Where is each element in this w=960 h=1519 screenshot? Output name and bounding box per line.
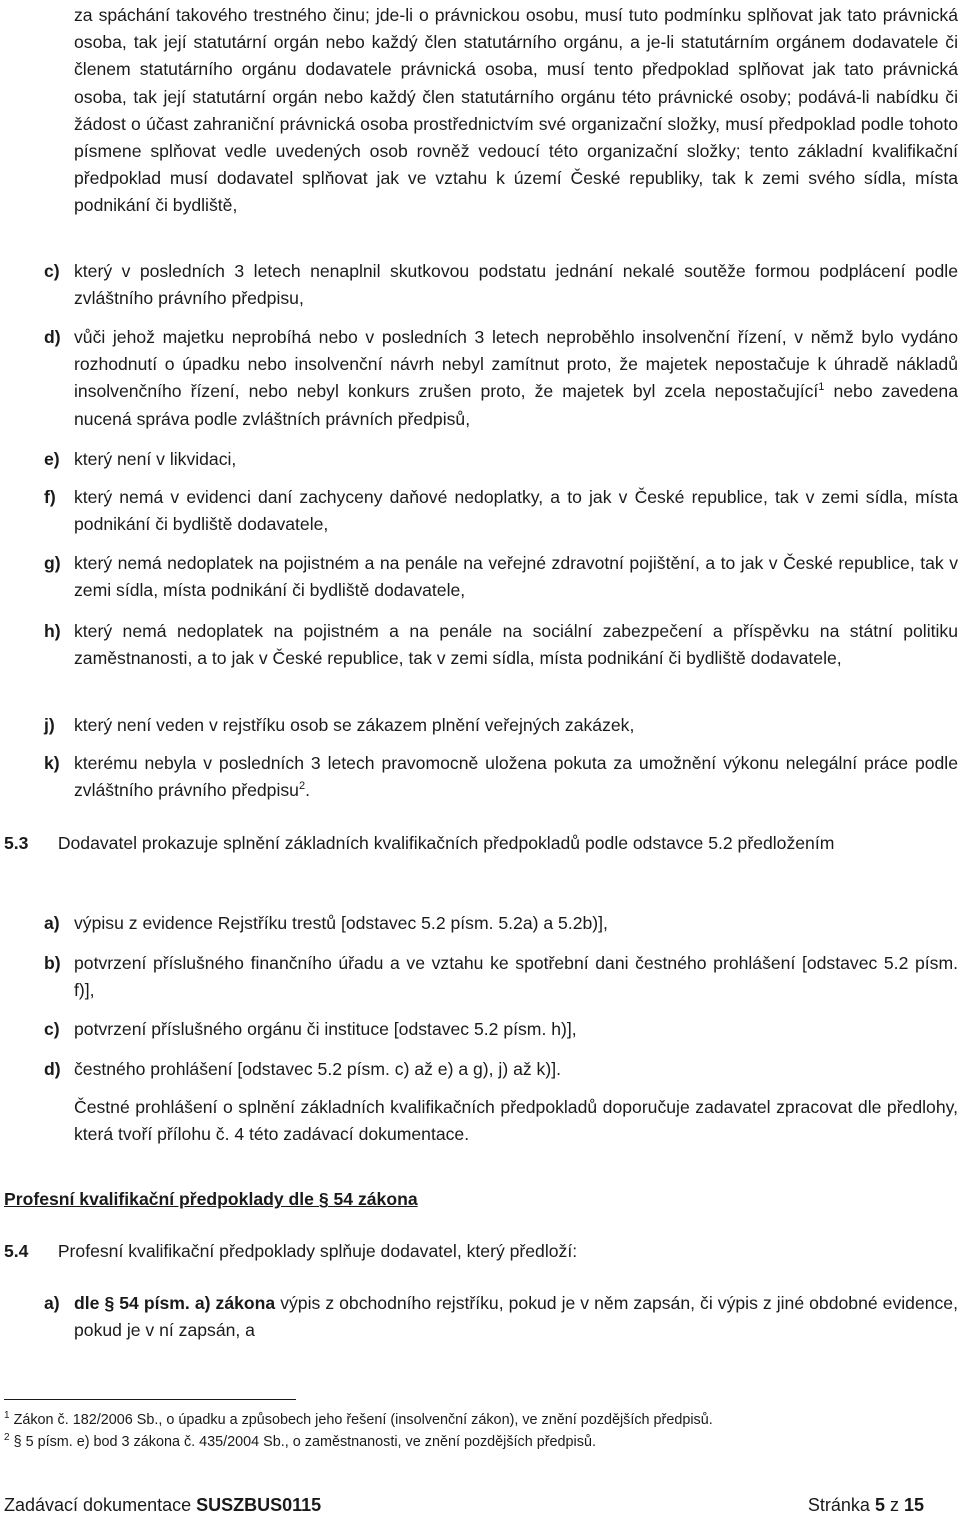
list-marker: c) — [44, 261, 60, 281]
footnote: $^1$ Zákon č. 182/2006 Sb., o úpadku a způsobech jeho řešení (insolvenční zákon), ve znění pozdějších předpisů. — [4, 1410, 713, 1428]
footer-document-title: Zadávací dokumentace SUSZBUS0115 — [4, 1495, 322, 1515]
list-item-text: čestného prohlášení [odstavec 5.2 písm. c) až e) a g), j) až k)]. — [74, 1059, 561, 1079]
list-item-text: dle § 54 písm. a) zákona výpis z obchodního rejstříku, pokud je v něm zapsán, či výpis z jiné obdobné evidence, pokud je v ní zapsán, a — [74, 1293, 958, 1341]
list-marker: f) — [44, 487, 56, 507]
list-marker: k) — [44, 753, 60, 773]
section-number: 5.3 — [4, 833, 29, 853]
list-item-text: výpisu z evidence Rejstříku trestů [odstavec 5.2 písm. 5.2a) a 5.2b)], — [74, 913, 608, 933]
footnote-ref: 1 — [818, 381, 825, 394]
list-marker: j) — [44, 715, 55, 735]
list-item-text: který nemá nedoplatek na pojistném a na penále na veřejné zdravotní pojištění, a to jak v České republice, tak v zemi sídla, místa podnikání či bydliště dodavatele, — [74, 553, 958, 601]
section-text: Profesní kvalifikační předpoklady splňuje dodavatel, který předloží: — [57, 1241, 578, 1261]
footnote-separator — [4, 1399, 296, 1400]
list-item-text: potvrzení příslušného orgánu či instituce [odstavec 5.2 písm. h)], — [74, 1019, 577, 1039]
list-marker: e) — [44, 449, 60, 469]
list-item-text: který není v likvidaci, — [74, 449, 237, 469]
list-marker: a) — [44, 1293, 60, 1313]
list-marker: b) — [44, 953, 61, 973]
footnote: $^2$ § 5 písm. e) bod 3 zákona č. 435/2004 Sb., o zaměstnanosti, ve znění pozdějších předpisů. — [4, 1432, 596, 1450]
list-marker: d) — [44, 1059, 61, 1079]
list-item-text: potvrzení příslušného finančního úřadu a ve vztahu ke spotřební dani čestného prohlášení [odstavec 5.2 písm. f)], — [74, 953, 958, 1001]
section-note: Čestné prohlášení o splnění základních kvalifikačních předpokladů doporučuje zadavatel zpracovat dle předlohy, která tvoří přílohu č. 4 této zadávací dokumentace. — [74, 1097, 958, 1145]
section-text: Dodavatel prokazuje splnění základních kvalifikačních předpokladů podle odstavce 5.2 předložením — [57, 833, 835, 853]
list-item-text: který v posledních 3 letech nenaplnil skutkovou podstatu jednání nekalé soutěže formou podplácení podle zvláštního právního předpisu, — [74, 261, 958, 309]
list-item-text: který nemá v evidenci daní zachyceny daňové nedoplatky, a to jak v České republice, tak v zemi sídla, místa podnikání či bydliště dodavatele, — [74, 487, 958, 535]
footnote-ref: 2 — [298, 780, 306, 793]
section-5-4 — [4, 1238, 958, 1265]
list-marker: a) — [44, 913, 60, 933]
list-marker: g) — [44, 553, 61, 573]
list-item-text: vůči jehož majetku neprobíhá nebo v posledních 3 letech neproběhlo insolvenční řízení, v němž bylo vydáno rozhodnutí o úpadku nebo insolvenční návrh nebyl zamítnut proto, že majetek nepostačuje k úhradě nákladů insolvenčního řízení, nebo nebyl konkurs zrušen proto, že majetek byl zcela nepostačující$^1$ nebo zavedena nucená správa podle zvláštních právních předpisů, — [74, 327, 958, 429]
list-marker: h) — [44, 621, 61, 641]
list-marker: d) — [44, 327, 61, 347]
footer-page-number: Stránka 5 z 15 — [807, 1495, 924, 1515]
section-5-3 — [4, 830, 958, 857]
list-item-text: kterému nebyla v posledních 3 letech pravomocně uložena pokuta za umožnění výkonu nelegální práce podle zvláštního právního předpisu$^2$. — [74, 753, 958, 801]
section-number: 5.4 — [4, 1241, 29, 1261]
section-heading: Profesní kvalifikační předpoklady dle § 54 zákona — [4, 1189, 418, 1209]
continuation-paragraph: za spáchání takového trestného činu; jde-li o právnickou osobu, musí tuto podmínku splňovat jak tato právnická osoba, tak její statutární orgán nebo každý člen statutárního orgánu, a je-li statutárním orgánem dodavatele či členem statutárního orgánu dodavatele právnická osoba, musí tento předpoklad splňovat jak tato právnická osoba, tak její statutární orgán nebo každý člen statutárního orgánu této právnické osoby; podává-li nabídku či žádost o účast zahraniční právnická osoba prostřednictvím své organizační složky, musí předpoklad podle tohoto písmene splňovat vedle uvedených osob rovněž vedoucí této organizační složky; tento základní kvalifikační předpoklad musí dodavatel splňovat jak ve vztahu k území České republiky, tak k zemi svého sídla, místa podnikání či bydliště, — [74, 5, 958, 216]
list-item-text: který nemá nedoplatek na pojistném a na penále na sociální zabezpečení a příspěvku na státní politiku zaměstnanosti, a to jak v České republice, tak v zemi sídla, místa podnikání či bydliště dodavatele, — [74, 621, 958, 669]
list-marker: c) — [44, 1019, 60, 1039]
list-item-text: který není veden v rejstříku osob se zákazem plnění veřejných zakázek, — [74, 715, 635, 735]
